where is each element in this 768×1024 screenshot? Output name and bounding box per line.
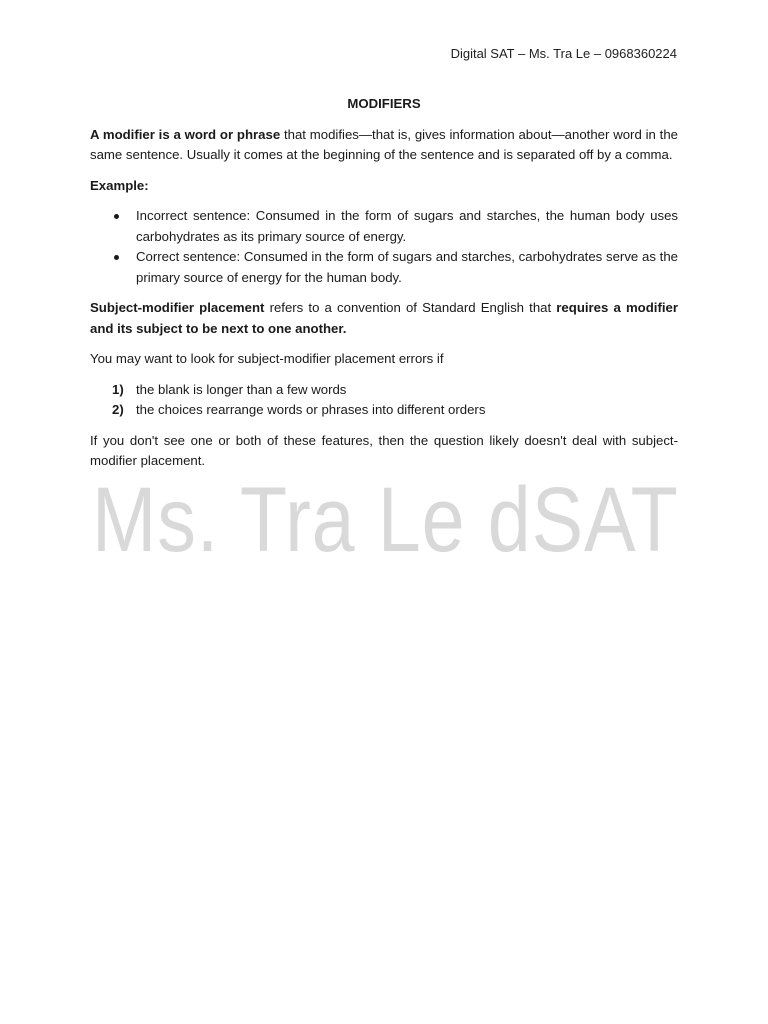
example-correct: Correct sentence: Consumed in the form of sugars and starches, carbohydrates serve as the primary source of energy for the human body.: [136, 249, 678, 285]
intro-paragraph: [90, 125, 678, 166]
example-incorrect: Incorrect sentence: Consumed in the form of sugars and starches, the human body uses carbohydrates as its primary source of energy.: [136, 208, 678, 244]
watermark: Ms. Tra Le dSAT: [92, 469, 679, 571]
example-label: Example:: [90, 177, 149, 193]
bullet-icon: [114, 214, 119, 219]
condition-text: the choices rearrange words or phrases into different orders: [136, 402, 486, 417]
closing-paragraph: If you don't see one or both of these features, then the question likely doesn't deal with subject-modifier placement.: [90, 432, 678, 468]
document-body: [90, 94, 678, 482]
placement-rule: requires a modifier and its subject to be next to one another.: [90, 300, 678, 336]
intro-bold: A modifier is a word or phrase: [90, 126, 281, 142]
conditions-list: [90, 380, 678, 421]
page-title: MODIFIERS: [347, 96, 421, 111]
page-header: Digital SAT – Ms. Tra Le – 0968360224: [450, 46, 677, 61]
placement-paragraph: [90, 298, 678, 339]
list-item: [90, 380, 678, 401]
bullet-icon: [114, 255, 119, 260]
placement-text: refers to a convention of Standard English that: [264, 300, 557, 315]
condition-number: 1): [112, 381, 124, 397]
condition-number: 2): [112, 402, 124, 417]
look-for-paragraph: You may want to look for subject-modifier placement errors if: [90, 351, 444, 366]
example-list: [90, 206, 678, 288]
list-item: [90, 206, 678, 247]
placement-term: Subject-modifier placement: [90, 300, 265, 315]
list-item: [90, 400, 678, 421]
intro-text: that modifies—that is, gives information about—another word in the same sentence. Usually it comes at the beginning of the sentence and is separated off by a comma.: [90, 126, 678, 162]
list-item: [90, 247, 678, 288]
condition-text: the blank is longer than a few words: [136, 381, 347, 397]
